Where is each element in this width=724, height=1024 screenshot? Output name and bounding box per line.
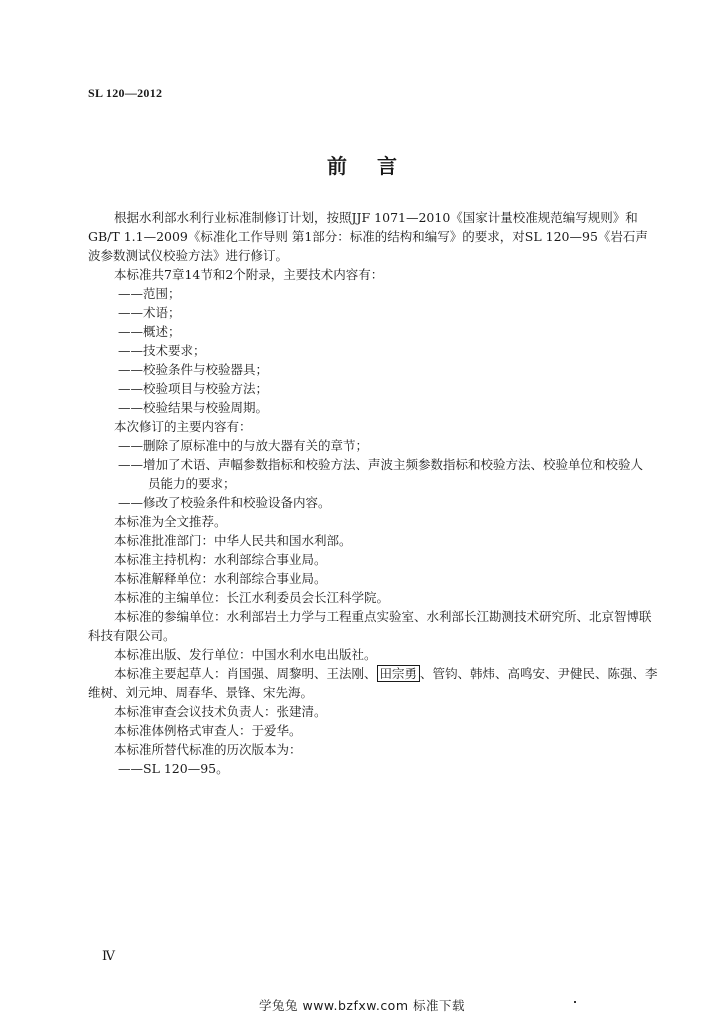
history-item: ——SL 120—95。 — [118, 761, 229, 776]
drafters-line — [88, 664, 660, 702]
interpret-line: 本标准解释单位：水利部综合事业局。 — [114, 571, 327, 586]
drafters-prefix: 本标准主要起草人：肖国强、周黎明、王法刚、 — [114, 666, 377, 681]
page-title: 前言 — [327, 154, 427, 178]
list-item: ——技术要求； — [118, 343, 206, 358]
preface-body — [88, 208, 660, 778]
revision-item: ——修改了校验条件和校验设备内容。 — [118, 495, 331, 510]
recommend-line: 本标准为全文推荐。 — [114, 514, 227, 529]
list-item: ——校验项目与校验方法； — [118, 381, 269, 396]
structure-paragraph: 本标准共7章14节和2个附录，主要技术内容有： — [114, 267, 384, 282]
scan-dot — [574, 1001, 576, 1003]
list-item: ——范围； — [118, 286, 181, 301]
revision-item: ——增加了术语、声幅参数指标和校验方法、声波主频参数指标和校验方法、校验单位和校验人 — [118, 457, 644, 472]
approve-line: 本标准批准部门：中华人民共和国水利部。 — [114, 533, 352, 548]
list-item: ——概述； — [118, 324, 181, 339]
chief-unit-line: 本标准的主编单位：长江水利委员会长江科学院。 — [114, 590, 390, 605]
list-item: ——校验结果与校验周期。 — [118, 400, 269, 415]
intro-paragraph: 根据水利部水利行业标准制修订计划，按照JJF 1071—2010《国家计量校准规范编写规则》和GB/T 1.1—2009《标准化工作导则 第1部分：标准的结构和编写》的要求，对SL 120—95《岩石声波参数测试仪校验方法》进行修订。 — [88, 210, 648, 263]
drafters-suffix: 、管钧、韩炜、高鸣安、尹健民、陈强、李维树、刘元坤、周春华、景锋、宋先海。 — [88, 666, 658, 700]
list-item: ——校验条件与校验器具； — [118, 362, 269, 377]
participants-line: 本标准的参编单位：水利部岩土力学与工程重点实验室、水利部长江勘测技术研究所、北京智博联科技有限公司。 — [88, 609, 652, 643]
history-line: 本标准所替代标准的历次版本为： — [114, 742, 302, 757]
drafter-boxed-name: 田宗勇 — [377, 665, 421, 682]
revision-item: ——删除了原标准中的与放大器有关的章节； — [118, 438, 369, 453]
reviewer-line: 本标准审查会议技术负责人：张建清。 — [114, 704, 327, 719]
publisher-line: 本标准出版、发行单位：中国水利水电出版社。 — [114, 647, 377, 662]
revision-item-continuation: 员能力的要求； — [148, 476, 236, 491]
standard-code: SL 120—2012 — [88, 86, 163, 100]
host-line: 本标准主持机构：水利部综合事业局。 — [114, 552, 327, 567]
format-reviewer-line: 本标准体例格式审查人：于爱华。 — [114, 723, 302, 738]
page-number: Ⅳ — [102, 948, 115, 963]
list-item: ——术语； — [118, 305, 181, 320]
revision-intro: 本次修订的主要内容有： — [114, 419, 252, 434]
footer-watermark: 学兔兔 www.bzfxw.com 标准下载 — [259, 998, 465, 1013]
